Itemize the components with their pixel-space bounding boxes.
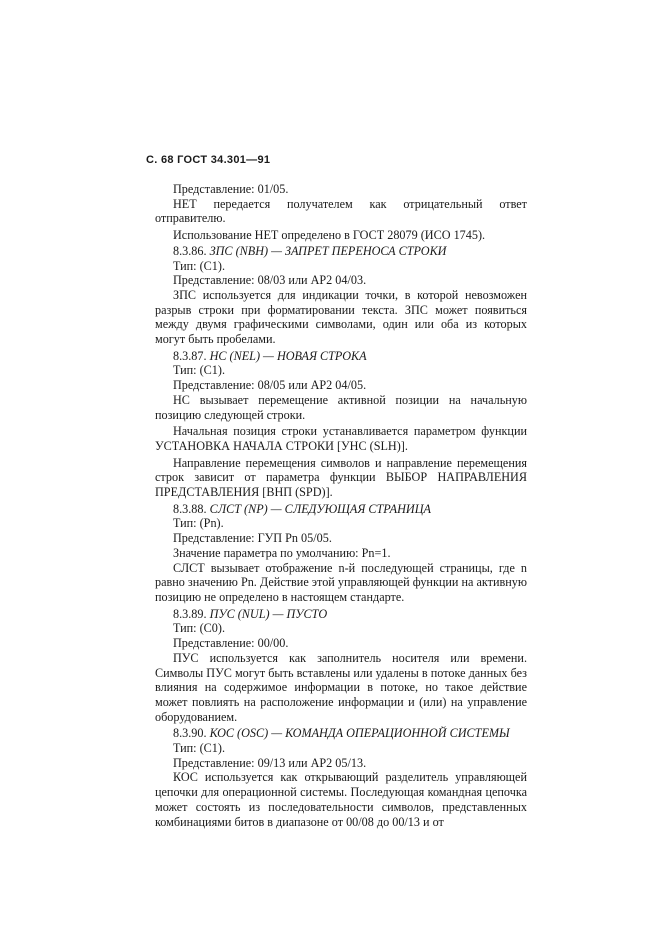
- section-heading: [155, 349, 527, 364]
- paragraph: Представление: ГУП Pn 05/05.: [173, 531, 332, 546]
- section-heading: [155, 244, 527, 259]
- document-body: [155, 182, 527, 831]
- section-title: ПУС (NUL) — ПУСТО: [209, 606, 328, 621]
- paragraph: Представление: 01/05.: [173, 182, 289, 196]
- section-number: 8.3.86.: [173, 243, 207, 258]
- section-number: 8.3.88.: [173, 501, 207, 516]
- paragraph: ПУС используется как заполнитель носителя или времени. Символы ПУС могут быть вставлены или удалены в потоке данных без влияния на содержимое информации в потоке, но такое действие может повлиять на расположение информации и (или) на управление оборудованием.: [155, 650, 527, 724]
- section-title: КОС (OSC) — КОМАНДА ОПЕРАЦИОННОЙ СИСТЕМЫ: [209, 726, 510, 741]
- section-title: НС (NEL) — НОВАЯ СТРОКА: [209, 348, 367, 363]
- paragraph: Представление: 00/00.: [173, 636, 289, 651]
- section-heading: [155, 726, 527, 741]
- section-number: 8.3.90.: [173, 726, 207, 741]
- paragraph: Представление: 08/05 или AP2 04/05.: [173, 378, 367, 393]
- paragraph: Тип: (Pn).: [173, 516, 224, 531]
- paragraph: Тип: (C1).: [173, 258, 226, 273]
- paragraph: Направление перемещения символов и направление перемещения строк зависит от параметра функции ВЫБОР НАПРАВЛЕНИЯ ПРЕДСТАВЛЕНИЯ [ВНП (SPD)].: [155, 455, 527, 500]
- paragraph: НС вызывает перемещение активной позиции на начальную позицию следующей строки.: [155, 392, 527, 422]
- paragraph: Использование НЕТ определено в ГОСТ 28079 (ИСО 1745).: [173, 228, 486, 243]
- paragraph: СЛСТ вызывает отображение n-й последующей страницы, где n равно значению Pn. Действие этой управляющей функции на активную позицию не определено в настоящем стандарте.: [155, 560, 527, 604]
- paragraph: НЕТ передается получателем как отрицательный ответ отправителю.: [155, 196, 527, 226]
- section-heading: [155, 607, 527, 622]
- paragraph: ЗПС используется для индикации точки, в которой невозможен разрыв строки при форматировании текста. ЗПС может появиться между двумя графическими символами, один или оба из которых могут быть пробелами.: [155, 287, 527, 347]
- paragraph: Начальная позиция строки устанавливается параметром функции УСТАНОВКА НАЧАЛА СТРОКИ [УНС (SLH)].: [155, 424, 527, 453]
- section-title: СЛСТ (NP) — СЛЕДУЮЩАЯ СТРАНИЦА: [209, 501, 431, 516]
- section-number: 8.3.89.: [173, 606, 207, 621]
- paragraph: Тип: (C1).: [173, 741, 226, 756]
- paragraph: Тип: (C0).: [173, 621, 226, 636]
- paragraph: Представление: 08/03 или AP2 04/03.: [173, 273, 367, 288]
- section-number: 8.3.87.: [173, 348, 207, 363]
- paragraph: Представление: 09/13 или AP2 05/13.: [173, 755, 367, 770]
- paragraph: Тип: (C1).: [173, 363, 226, 378]
- section-heading: [155, 502, 527, 517]
- page-header: С. 68 ГОСТ 34.301—91: [146, 154, 271, 166]
- section-title: ЗПС (NBH) — ЗАПРЕТ ПЕРЕНОСА СТРОКИ: [209, 243, 447, 258]
- paragraph: Значение параметра по умолчанию: Pn=1.: [173, 545, 391, 560]
- paragraph: КОС используется как открывающий разделитель управляющей цепочки для операционной системы. Последующая командная цепочка может состоять из последовательности символов, представленных комбинациями битов в диапазоне от 00/08 до 00/13 и от: [155, 770, 527, 829]
